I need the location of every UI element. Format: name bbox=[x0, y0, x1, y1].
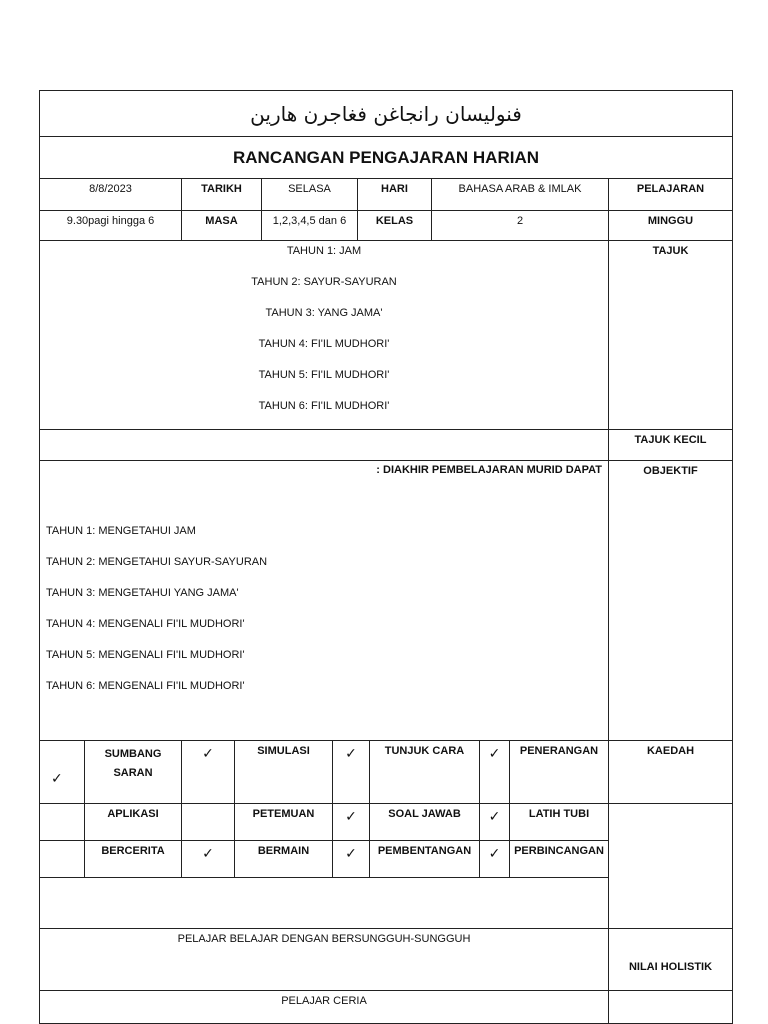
date-value: 8/8/2023 bbox=[39, 178, 182, 211]
tajuk-item: TAHUN 3: YANG JAMA' bbox=[265, 307, 383, 319]
nilai-value-2: PELAJAR CERIA bbox=[39, 990, 609, 1024]
method-aplikasi: APLIKASI bbox=[84, 803, 182, 841]
objektif-item: TAHUN 2: MENGETAHUI SAYUR-SAYURAN bbox=[46, 556, 268, 568]
class-value: 1,2,3,4,5 dan 6 bbox=[261, 210, 358, 241]
check-icon: ✓ bbox=[332, 740, 370, 804]
tajuk-kecil-label: TAJUK KECIL bbox=[608, 429, 733, 461]
subject-value: BAHASA ARAB & IMLAK bbox=[431, 178, 609, 211]
tajuk-item: TAHUN 5: FI'IL MUDHORI' bbox=[258, 369, 390, 381]
objektif-item: TAHUN 4: MENGENALI FI'IL MUDHORI' bbox=[46, 618, 245, 630]
tajuk-label: TAJUK bbox=[608, 240, 733, 430]
objektif-item: TAHUN 6: MENGENALI FI'IL MUDHORI' bbox=[46, 680, 245, 692]
objektif-content bbox=[39, 460, 609, 741]
kaedah-empty-cell bbox=[181, 803, 235, 841]
page-title: RANCANGAN PENGAJARAN HARIAN bbox=[39, 136, 733, 179]
kaedah-side-cell bbox=[608, 803, 733, 929]
check-icon: ✓ bbox=[332, 803, 370, 841]
time-label: MASA bbox=[181, 210, 262, 241]
method-latih-tubi: LATIH TUBI bbox=[509, 803, 609, 841]
week-value: 2 bbox=[431, 210, 609, 241]
objektif-item: TAHUN 1: MENGETAHUI JAM bbox=[46, 525, 196, 537]
kaedah-check-cell bbox=[39, 740, 85, 804]
arabic-title: فنوليسان رانجاغن فغاجرن هارين bbox=[39, 90, 733, 137]
method-penerangan: PENERANGAN bbox=[509, 740, 609, 804]
method-soal-jawab: SOAL JAWAB bbox=[369, 803, 480, 841]
tajuk-item: TAHUN 2: SAYUR-SAYURAN bbox=[251, 276, 397, 288]
check-icon: ✓ bbox=[181, 740, 235, 804]
nilai-side-cell bbox=[608, 990, 733, 1024]
tajuk-item: TAHUN 1: JAM bbox=[286, 245, 362, 257]
check-icon: ✓ bbox=[332, 840, 370, 878]
method-simulasi: SIMULASI bbox=[234, 740, 333, 804]
check-icon: ✓ bbox=[479, 840, 510, 878]
method-bercerita: BERCERITA bbox=[84, 840, 182, 878]
day-value: SELASA bbox=[261, 178, 358, 211]
check-icon: ✓ bbox=[181, 840, 235, 878]
kaedah-empty-cell bbox=[39, 803, 85, 841]
method-perbincangan: PERBINCANGAN bbox=[509, 840, 609, 878]
week-label: MINGGU bbox=[608, 210, 733, 241]
objektif-item: TAHUN 3: MENGETAHUI YANG JAMA' bbox=[46, 587, 239, 599]
check-icon: ✓ bbox=[51, 770, 63, 786]
nilai-value-1: PELAJAR BELAJAR DENGAN BERSUNGGUH-SUNGGUH bbox=[39, 928, 609, 991]
tajuk-content bbox=[39, 240, 609, 430]
class-label: KELAS bbox=[357, 210, 432, 241]
tajuk-kecil-content bbox=[39, 429, 609, 461]
kaedah-label: KAEDAH bbox=[608, 740, 733, 804]
check-icon: ✓ bbox=[479, 740, 510, 804]
time-value: 9.30pagi hingga 6 bbox=[39, 210, 182, 241]
subject-label: PELAJARAN bbox=[608, 178, 733, 211]
objektif-item: TAHUN 5: MENGENALI FI'IL MUDHORI' bbox=[46, 649, 245, 661]
tajuk-item: TAHUN 6: FI'IL MUDHORI' bbox=[258, 400, 390, 412]
check-icon: ✓ bbox=[479, 803, 510, 841]
tajuk-item: TAHUN 4: FI'IL MUDHORI' bbox=[258, 338, 390, 350]
method-petemuan: PETEMUAN bbox=[234, 803, 333, 841]
method-tunjuk-cara: TUNJUK CARA bbox=[369, 740, 480, 804]
kaedah-empty-cell bbox=[39, 840, 85, 878]
empty-row bbox=[39, 877, 609, 929]
method-pembentangan: PEMBENTANGAN bbox=[369, 840, 480, 878]
nilai-label: NILAI HOLISTIK bbox=[608, 928, 733, 991]
date-label: TARIKH bbox=[181, 178, 262, 211]
method-sumbang-saran: SUMBANG SARAN bbox=[84, 740, 182, 804]
day-label: HARI bbox=[357, 178, 432, 211]
objektif-intro: : DIAKHIR PEMBELAJARAN MURID DAPAT bbox=[376, 464, 602, 476]
objektif-label: OBJEKTIF bbox=[608, 460, 733, 741]
method-bermain: BERMAIN bbox=[234, 840, 333, 878]
